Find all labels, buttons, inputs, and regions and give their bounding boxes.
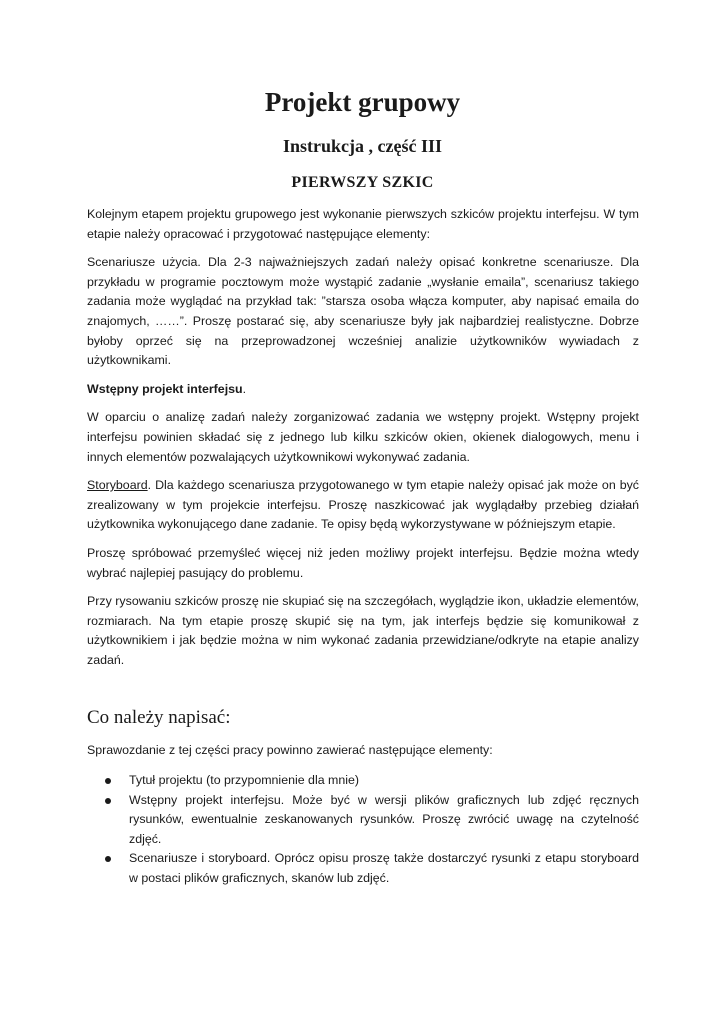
list-item bbox=[129, 849, 639, 888]
intro-paragraph: Kolejnym etapem projektu grupowego jest wykonanie pierwszych szkiców projektu interfejsu. W tym etapie należy opracować i przygotować następujące elementy: bbox=[87, 207, 639, 241]
drawing-notes-paragraph: Przy rysowaniu szkiców proszę nie skupiać się na szczegółach, wyglądzie ikon, układzie elementów, rozmiarach. Na tym etapie proszę skupić się na tym, jak interfejs będzie się komunikował z użytkownikiem i jak będzie można w nim wykonać zadania przewidziane/odkryte na etapie analizy zadań. bbox=[87, 594, 639, 667]
storyboard-label: Storyboard bbox=[87, 478, 148, 493]
section-title: PIERWSZY SZKIC bbox=[291, 174, 434, 191]
storyboard-text: . Dla każdego scenariusza przygotowanego w tym etapie należy opisać jak może on być zrealizowany w tym projekcie interfejsu. Proszę naszkicować jak wyglądałby przebieg działań użytkownika wykonującego dane zadanie. Te opisy będą wykorzystywane w późniejszym etapie. bbox=[87, 478, 639, 532]
bullet-icon bbox=[105, 856, 111, 862]
list-item bbox=[129, 791, 639, 850]
report-intro-paragraph: Sprawozdanie z tej części pracy powinno zawierać następujące elementy: bbox=[87, 743, 493, 758]
scenarios-paragraph: Scenariusze użycia. Dla 2-3 najważniejszych zadań należy opisać konkretne scenariusze. Dla przykładu w programie pocztowym może wystąpić zadanie „wysłanie emaila”, scenariusz takiego zadania może wyglądać na przykład tak: ”starsza osoba włącza komputer, aby napisać emaila do znajomych, ……”. Proszę postarać się, aby scenariusze były jak najbardziej realistyczne. Dobrze byłoby oprzeć się na przeprowadzonej wcześniej analizie użytkowników wywiadach z użytkownikami. bbox=[87, 255, 639, 368]
prototype-heading: Wstępny projekt interfejsu bbox=[87, 381, 243, 396]
bullet-icon bbox=[105, 798, 111, 804]
list-item-text: Wstępny projekt interfejsu. Może być w wersji plików graficznych lub zdjęć ręcznych rysunków, ewentualnie zeskanowanych rysunków. Proszę zwrócić uwagę na czytelność zdjęć. bbox=[129, 792, 639, 846]
page-subtitle: Instrukcja , część III bbox=[283, 136, 442, 156]
prototype-paragraph: W oparciu o analizę zadań należy zorganizować zadania we wstępny projekt. Wstępny projekt interfejsu powinien składać się z jednego lub kilku szkiców okien, okienek dialogowych, menu i innych elementów pozwalających użytkownikowi wykonywać zadania. bbox=[87, 410, 639, 464]
prototype-heading-paragraph bbox=[87, 380, 639, 400]
prototype-heading-suffix: . bbox=[242, 381, 247, 396]
list-item-text: Tytuł projektu (to przypomnienie dla mnie) bbox=[129, 773, 360, 788]
document-body bbox=[87, 205, 639, 889]
list-item bbox=[129, 771, 639, 791]
list-item-text: Scenariusze i storyboard. Oprócz opisu proszę także dostarczyć rysunki z etapu storyboard w postaci plików graficznych, skanów lub zdjęć. bbox=[129, 851, 639, 886]
page-title: Projekt grupowy bbox=[264, 87, 461, 117]
what-to-write-heading: Co należy napisać: bbox=[87, 707, 231, 729]
bullet-icon bbox=[105, 778, 111, 784]
storyboard-paragraph bbox=[87, 476, 639, 535]
requirements-list bbox=[87, 771, 639, 889]
alternatives-paragraph: Proszę spróbować przemyśleć więcej niż jeden możliwy projekt interfejsu. Będzie można wtedy wybrać najlepiej pasujący do problemu. bbox=[87, 545, 639, 580]
